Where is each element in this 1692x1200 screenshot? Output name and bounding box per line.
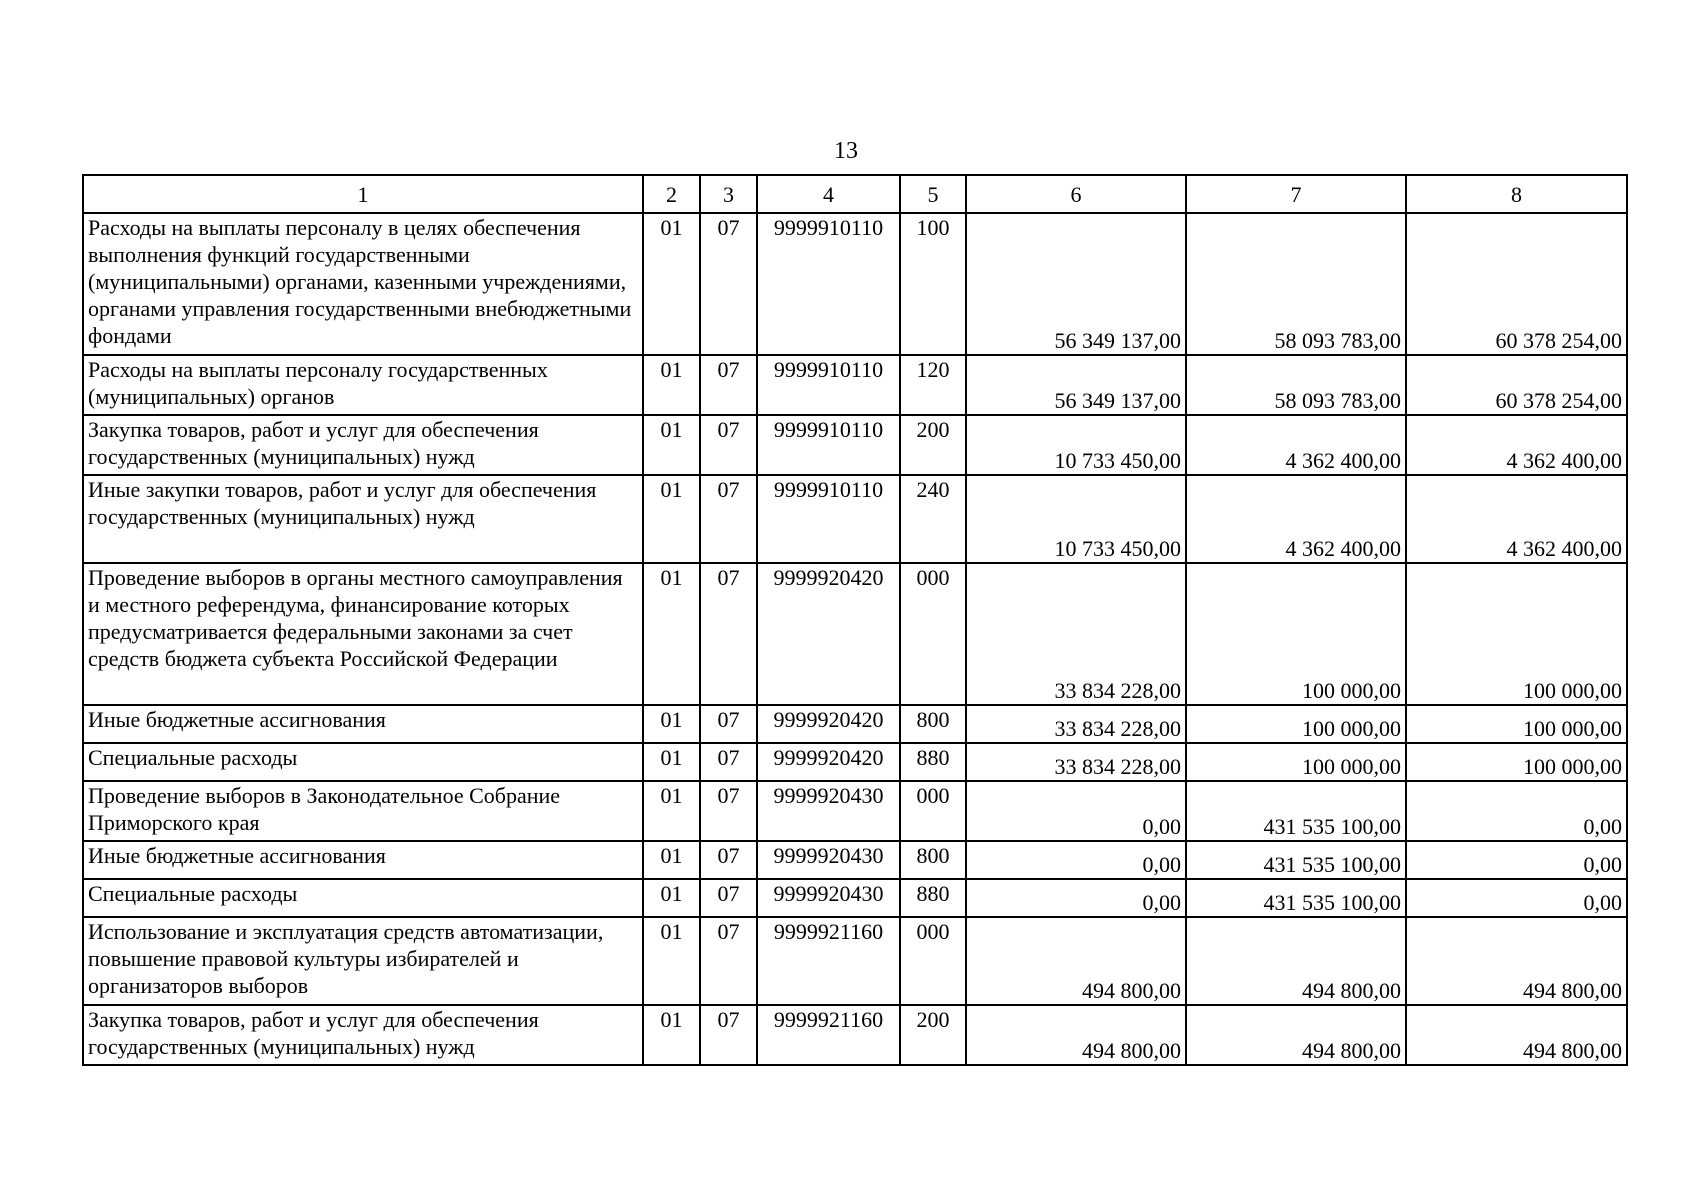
expense-type-code: 000 [900,563,966,705]
subsection-code: 07 [700,841,757,879]
section-code: 01 [643,475,700,563]
table-row [83,563,1627,705]
expense-name: Проведение выборов в Законодательное Собрание Приморского края [83,781,643,841]
column-header: 8 [1406,175,1627,213]
amount-col-8: 100 000,00 [1406,743,1627,781]
table-row [83,917,1627,1005]
amount-col-8: 0,00 [1406,781,1627,841]
expense-type-code: 880 [900,879,966,917]
target-article-code: 9999910110 [757,213,900,355]
target-article-code: 9999920420 [757,563,900,705]
expense-name: Расходы на выплаты персоналу государственных (муниципальных) органов [83,355,643,415]
amount-col-8: 100 000,00 [1406,563,1627,705]
amount-col-6: 494 800,00 [966,1005,1186,1065]
page-number: 13 [834,138,858,164]
expense-name: Специальные расходы [83,743,643,781]
table-row [83,355,1627,415]
table-row [83,213,1627,355]
amount-col-7: 4 362 400,00 [1186,415,1406,475]
amount-col-7: 100 000,00 [1186,705,1406,743]
amount-col-6: 0,00 [966,781,1186,841]
section-code: 01 [643,743,700,781]
section-code: 01 [643,781,700,841]
expense-type-code: 800 [900,705,966,743]
expense-name: Закупка товаров, работ и услуг для обеспечения государственных (муниципальных) нужд [83,415,643,475]
target-article-code: 9999910110 [757,415,900,475]
target-article-code: 9999920430 [757,879,900,917]
expense-name: Использование и эксплуатация средств автоматизации, повышение правовой культуры избирателей и организаторов выборов [83,917,643,1005]
expense-type-code: 200 [900,415,966,475]
table-row [83,879,1627,917]
amount-col-8: 0,00 [1406,879,1627,917]
amount-col-7: 494 800,00 [1186,1005,1406,1065]
expense-type-code: 000 [900,917,966,1005]
amount-col-7: 4 362 400,00 [1186,475,1406,563]
subsection-code: 07 [700,355,757,415]
subsection-code: 07 [700,743,757,781]
subsection-code: 07 [700,879,757,917]
amount-col-7: 431 535 100,00 [1186,781,1406,841]
expense-type-code: 200 [900,1005,966,1065]
expense-name: Иные закупки товаров, работ и услуг для обеспечения государственных (муниципальных) нужд [83,475,643,563]
section-code: 01 [643,563,700,705]
amount-col-8: 100 000,00 [1406,705,1627,743]
column-header: 2 [643,175,700,213]
amount-col-6: 33 834 228,00 [966,563,1186,705]
amount-col-8: 494 800,00 [1406,1005,1627,1065]
expense-name: Расходы на выплаты персоналу в целях обеспечения выполнения функций государственными (муниципальными) органами, казенными учреждениями, органами управления государственными внебюджетными фондами [83,213,643,355]
expense-type-code: 800 [900,841,966,879]
expense-name: Иные бюджетные ассигнования [83,841,643,879]
section-code: 01 [643,705,700,743]
target-article-code: 9999921160 [757,1005,900,1065]
column-header: 1 [83,175,643,213]
subsection-code: 07 [700,1005,757,1065]
column-header: 3 [700,175,757,213]
target-article-code: 9999921160 [757,917,900,1005]
section-code: 01 [643,415,700,475]
expense-name: Закупка товаров, работ и услуг для обеспечения государственных (муниципальных) нужд [83,1005,643,1065]
amount-col-6: 0,00 [966,879,1186,917]
amount-col-6: 56 349 137,00 [966,213,1186,355]
amount-col-8: 0,00 [1406,841,1627,879]
amount-col-6: 10 733 450,00 [966,415,1186,475]
target-article-code: 9999920420 [757,743,900,781]
section-code: 01 [643,841,700,879]
table-row [83,841,1627,879]
subsection-code: 07 [700,917,757,1005]
target-article-code: 9999920430 [757,781,900,841]
subsection-code: 07 [700,705,757,743]
table-header-row [83,175,1627,213]
expense-type-code: 100 [900,213,966,355]
subsection-code: 07 [700,213,757,355]
amount-col-6: 0,00 [966,841,1186,879]
target-article-code: 9999920430 [757,841,900,879]
target-article-code: 9999920420 [757,705,900,743]
expense-name: Специальные расходы [83,879,643,917]
expense-name: Проведение выборов в органы местного самоуправления и местного референдума, финансирование которых предусматривается федеральными законами за счет средств бюджета субъекта Российской Федерации [83,563,643,705]
section-code: 01 [643,1005,700,1065]
amount-col-7: 431 535 100,00 [1186,841,1406,879]
expense-type-code: 240 [900,475,966,563]
amount-col-8: 60 378 254,00 [1406,213,1627,355]
expense-type-code: 880 [900,743,966,781]
budget-table [82,174,1628,1066]
table-row [83,475,1627,563]
amount-col-6: 56 349 137,00 [966,355,1186,415]
table-body [83,175,1627,1065]
table-row [83,1005,1627,1065]
amount-col-6: 494 800,00 [966,917,1186,1005]
amount-col-8: 60 378 254,00 [1406,355,1627,415]
target-article-code: 9999910110 [757,355,900,415]
column-header: 5 [900,175,966,213]
target-article-code: 9999910110 [757,475,900,563]
amount-col-7: 494 800,00 [1186,917,1406,1005]
subsection-code: 07 [700,475,757,563]
subsection-code: 07 [700,563,757,705]
amount-col-6: 33 834 228,00 [966,743,1186,781]
amount-col-7: 100 000,00 [1186,743,1406,781]
table-row [83,415,1627,475]
amount-col-8: 4 362 400,00 [1406,475,1627,563]
expense-type-code: 120 [900,355,966,415]
section-code: 01 [643,917,700,1005]
amount-col-7: 100 000,00 [1186,563,1406,705]
table-row [83,781,1627,841]
amount-col-8: 4 362 400,00 [1406,415,1627,475]
section-code: 01 [643,213,700,355]
expense-name: Иные бюджетные ассигнования [83,705,643,743]
column-header: 7 [1186,175,1406,213]
amount-col-7: 58 093 783,00 [1186,355,1406,415]
table-row [83,743,1627,781]
column-header: 4 [757,175,900,213]
subsection-code: 07 [700,415,757,475]
column-header: 6 [966,175,1186,213]
section-code: 01 [643,355,700,415]
section-code: 01 [643,879,700,917]
amount-col-7: 431 535 100,00 [1186,879,1406,917]
amount-col-6: 33 834 228,00 [966,705,1186,743]
amount-col-8: 494 800,00 [1406,917,1627,1005]
table-row [83,705,1627,743]
amount-col-7: 58 093 783,00 [1186,213,1406,355]
subsection-code: 07 [700,781,757,841]
expense-type-code: 000 [900,781,966,841]
amount-col-6: 10 733 450,00 [966,475,1186,563]
